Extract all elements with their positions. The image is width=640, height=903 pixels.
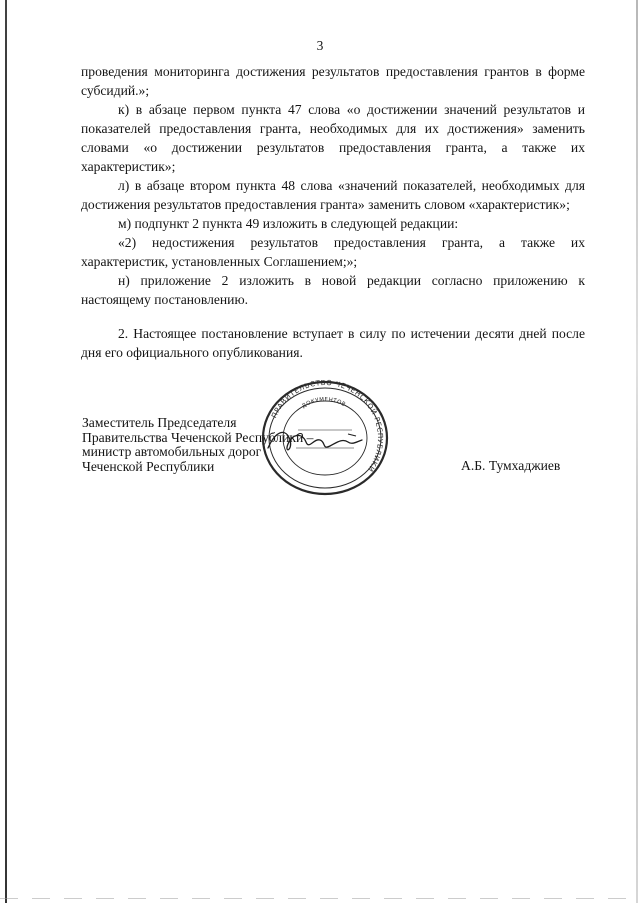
signatory-name: А.Б. Тумхаджиев — [461, 458, 561, 473]
signatory-title-line: министр автомобильных дорог — [82, 444, 262, 459]
paragraph-continuation: проведения мониторинга достижения результатов предоставления грантов в форме субсидий.»; — [81, 64, 585, 98]
paragraph-item-m: м) подпункт 2 пункта 49 изложить в следующей редакции: — [118, 216, 459, 231]
scan-edge-right — [636, 0, 638, 903]
paragraph-entry-into-force: 2. Настоящее постановление вступает в силу по истечении десяти дней после дня его официального опубликования. — [81, 326, 585, 360]
paragraph-item-n: н) приложение 2 изложить в новой редакции согласно приложению к настоящему постановлению. — [81, 273, 585, 307]
page-number: 3 — [316, 38, 324, 53]
paragraph-quoted-redaction: «2) недостижения результатов предоставления гранта, а также их характеристик, установленных Соглашением;»; — [81, 235, 585, 269]
document-body — [81, 62, 585, 362]
handwritten-signature — [262, 420, 374, 460]
svg-text:ДОКУМЕНТОВ: ДОКУМЕНТОВ — [301, 396, 347, 410]
signatory-title-line: Чеченской Республики — [82, 458, 215, 474]
paragraph-item-k: к) в абзаце первом пункта 47 слова «о достижении значений результатов и показателей предоставления гранта, необходимых для их достижения» заменить словами «о достижении результатов предоставления гранта, а также их характеристик»; — [81, 102, 585, 174]
paragraph-item-l: л) в абзаце втором пункта 48 слова «значений показателей, необходимых для достижения результатов предоставления гранта» заменить словом «характеристик»; — [81, 178, 585, 212]
signatory-title-line: Заместитель Председателя — [82, 415, 237, 430]
svg-text:ПРАВИТЕЛЬСТВО ЧЕЧЕНСКОЙ РЕСПУБ: ПРАВИТЕЛЬСТВО ЧЕЧЕНСКОЙ РЕСПУБЛИКИ — [270, 378, 385, 474]
scan-edge-bottom — [0, 898, 640, 899]
scan-edge-left — [5, 0, 7, 903]
signatory-title-line: Правительства Чеченской Республики – — [82, 429, 314, 445]
